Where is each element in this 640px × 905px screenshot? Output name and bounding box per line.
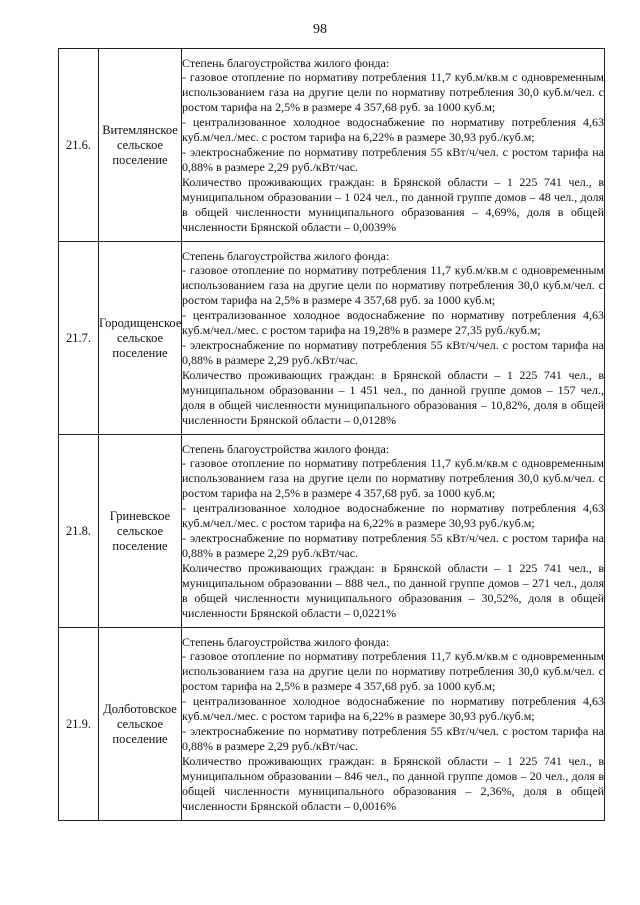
settlement-name: [99, 49, 182, 242]
electricity-item: - электроснабжение по нормативу потребления 55 кВт/ч/чел. с ростом тарифа на 0,88% в размере 2,29 руб./кВт/час.: [182, 145, 604, 174]
settlement-name-line: Городищенское: [99, 315, 182, 330]
settlement-name-line: поселение: [112, 152, 168, 167]
description-heading: Степень благоустройства жилого фонда:: [182, 634, 390, 649]
gas-heating-item: - газовое отопление по нормативу потребления 11,7 куб.м/кв.м с одновременным использованием газа на другие цели по нормативу потребления 30,0 куб.м/чел. с ростом тарифа на 2,5% в размере 4 357,68 руб. за 1000 куб.м;: [182, 70, 604, 115]
water-supply-item: - централизованное холодное водоснабжение по нормативу потребления 4,63 куб.м/чел./мес. с ростом тарифа на 6,22% в размере 30,93 руб./куб.м;: [182, 501, 604, 531]
electricity-item: - электроснабжение по нормативу потребления 55 кВт/ч/чел. с ростом тарифа на 0,88% в размере 2,29 руб./кВт/час.: [182, 724, 604, 753]
water-supply-item: - централизованное холодное водоснабжение по нормативу потребления 4,63 куб.м/чел./мес. с ростом тарифа на 19,28% в размере 27,35 руб./куб.м;: [182, 308, 604, 338]
description-heading: Степень благоустройства жилого фонда:: [182, 248, 390, 263]
row-number: 21.9.: [59, 628, 99, 821]
settlement-description: [182, 49, 605, 242]
population-item: Количество проживающих граждан: в Брянской области – 1 225 741 чел., в муниципальном образовании – 888 чел., по данной группе домов – 271 чел., доля в общей численности муниципального образования – 30,52%, доля в общей численности Брянской области – 0,0221%: [182, 560, 604, 620]
settlement-name-line: сельское: [116, 330, 164, 345]
settlement-name-line: сельское: [116, 523, 164, 538]
row-number: 21.8.: [59, 435, 99, 628]
water-supply-item: - централизованное холодное водоснабжение по нормативу потребления 4,63 куб.м/чел./мес. с ростом тарифа на 6,22% в размере 30,93 руб./куб.м;: [182, 115, 604, 145]
population-item: Количество проживающих граждан: в Брянской области – 1 225 741 чел., в муниципальном образовании – 846 чел., по данной группе домов – 20 чел., доля в общей численности муниципального образования – 2,36%, доля в общей численности Брянской области – 0,0016%: [182, 753, 604, 813]
gas-heating-item: - газовое отопление по нормативу потребления 11,7 куб.м/кв.м с одновременным использованием газа на другие цели по нормативу потребления 30,0 куб.м/чел. с ростом тарифа на 2,5% в размере 4 357,68 руб. за 1000 куб.м;: [182, 649, 604, 694]
settlement-name-line: поселение: [112, 345, 168, 360]
page-number: 98: [313, 22, 327, 37]
row-number: 21.7.: [59, 242, 99, 435]
row-number: 21.6.: [59, 49, 99, 242]
gas-heating-item: - газовое отопление по нормативу потребления 11,7 куб.м/кв.м с одновременным использованием газа на другие цели по нормативу потребления 30,0 куб.м/чел. с ростом тарифа на 2,5% в размере 4 357,68 руб. за 1000 куб.м;: [182, 456, 604, 501]
settlement-description: [182, 435, 605, 628]
table-row: [59, 435, 605, 628]
description-heading: Степень благоустройства жилого фонда:: [182, 55, 390, 70]
settlement-name-line: поселение: [112, 538, 168, 553]
electricity-item: - электроснабжение по нормативу потребления 55 кВт/ч/чел. с ростом тарифа на 0,88% в размере 2,29 руб./кВт/час.: [182, 531, 604, 560]
settlements-table: [58, 48, 605, 821]
table-row: [59, 49, 605, 242]
settlement-name-line: сельское: [116, 716, 164, 731]
table-row: [59, 242, 605, 435]
electricity-item: - электроснабжение по нормативу потребления 55 кВт/ч/чел. с ростом тарифа на 0,88% в размере 2,29 руб./кВт/час.: [182, 338, 604, 367]
water-supply-item: - централизованное холодное водоснабжение по нормативу потребления 4,63 куб.м/чел./мес. с ростом тарифа на 6,22% в размере 30,93 руб./куб.м;: [182, 694, 604, 724]
settlement-name: [99, 242, 182, 435]
population-item: Количество проживающих граждан: в Брянской области – 1 225 741 чел., в муниципальном образовании – 1 024 чел., по данной группе домов – 48 чел., доля в общей численности муниципального образования – 4,69%, доля в общей численности Брянской области – 0,0039%: [182, 174, 604, 234]
settlement-name-line: сельское: [116, 137, 164, 152]
settlement-name-line: Витемлянское: [102, 122, 178, 137]
gas-heating-item: - газовое отопление по нормативу потребления 11,7 куб.м/кв.м с одновременным использованием газа на другие цели по нормативу потребления 30,0 куб.м/чел. с ростом тарифа на 2,5% в размере 4 357,68 руб. за 1000 куб.м;: [182, 263, 604, 308]
description-heading: Степень благоустройства жилого фонда:: [182, 441, 390, 456]
settlement-description: [182, 628, 605, 821]
settlement-name-line: Долботовское: [103, 701, 177, 716]
settlement-name-line: поселение: [112, 731, 168, 746]
table-row: [59, 628, 605, 821]
settlement-name: [99, 435, 182, 628]
settlement-description: [182, 242, 605, 435]
settlement-name: [99, 628, 182, 821]
population-item: Количество проживающих граждан: в Брянской области – 1 225 741 чел., в муниципальном образовании – 1 451 чел., по данной группе домов – 157 чел., доля в общей численности муниципального образования – 10,82%, доля в общей численности Брянской области – 0,0128%: [182, 367, 604, 427]
settlement-name-line: Гриневское: [109, 508, 171, 523]
